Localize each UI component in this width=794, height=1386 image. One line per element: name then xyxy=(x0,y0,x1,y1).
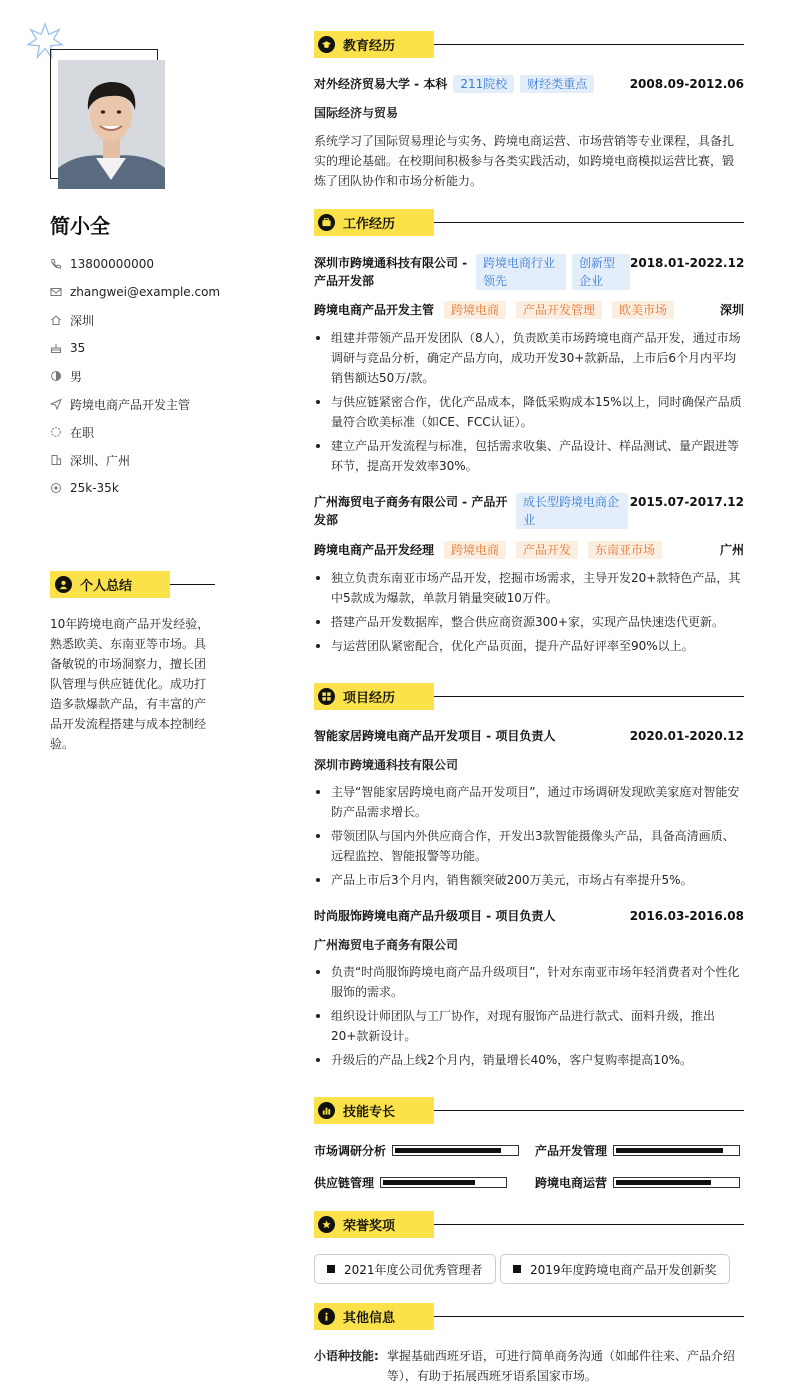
divider xyxy=(434,44,744,45)
candidate-name: 简小全 xyxy=(50,214,110,238)
work-section-header xyxy=(314,209,744,236)
cake-icon xyxy=(50,342,62,354)
other-section-header xyxy=(314,1303,744,1330)
phone-text: 13800000000 xyxy=(70,257,154,271)
skill-bar-fill xyxy=(395,1148,501,1153)
other-text: 掌握基础西班牙语，可进行简单商务沟通（如邮件往来、产品介绍等），有助于拓展西班牙语系国家市场。 xyxy=(386,1349,735,1383)
job-date: 2015.07-2017.12 xyxy=(629,495,744,509)
send-icon xyxy=(50,398,62,410)
skill-item xyxy=(535,1174,740,1191)
skill-name: 市场调研分析 xyxy=(314,1144,387,1158)
bar-chart-icon xyxy=(318,1102,335,1119)
project-company: 广州海贸电子商务有限公司 xyxy=(314,938,459,952)
skill-item xyxy=(535,1142,740,1159)
info-email xyxy=(50,278,270,306)
other-label: 小语种技能: xyxy=(314,1349,379,1363)
building-icon xyxy=(50,454,62,466)
job-role-row xyxy=(314,301,744,319)
list-item: 带领团队与国内外供应商合作，开发出3款智能摄像头产品，具备高清画质、远程监控、智能报警等功能。 xyxy=(314,826,744,866)
role-tag: 产品开发管理 xyxy=(516,301,602,319)
divider xyxy=(434,1224,744,1225)
award-text: 2019年度跨境电商产品开发创新奖 xyxy=(530,1262,717,1277)
project-header xyxy=(314,907,744,925)
skill-bar-fill xyxy=(616,1148,723,1153)
divider xyxy=(434,1316,744,1317)
education-title: 教育经历 xyxy=(343,39,396,54)
list-item: 建立产品开发流程与标准，包括需求收集、产品设计、样品测试、量产跟进等环节，提高开发效率30%。 xyxy=(314,436,744,476)
skill-bar xyxy=(613,1177,740,1188)
job-date: 2018.01-2022.12 xyxy=(630,256,745,270)
other-info-row xyxy=(314,1346,744,1386)
skill-name: 产品开发管理 xyxy=(535,1144,608,1158)
list-item: 产品上市后3个月内，销售额突破200万美元，市场占有率提升5%。 xyxy=(314,870,744,890)
info-target-cities xyxy=(50,446,270,474)
role-tag: 东南亚市场 xyxy=(588,541,662,559)
major: 国际经济与贸易 xyxy=(314,106,399,120)
company-tag: 成长型跨境电商企业 xyxy=(516,493,628,529)
square-bullet-icon xyxy=(327,1265,335,1273)
gender-text: 男 xyxy=(70,369,83,384)
job-bullets xyxy=(314,568,744,660)
mail-icon xyxy=(50,286,62,298)
age-text: 35 xyxy=(70,341,86,355)
divider xyxy=(434,1110,744,1111)
salary-icon xyxy=(50,482,62,494)
home-icon xyxy=(50,314,62,326)
job-role-row xyxy=(314,541,744,559)
school-name: 对外经济贸易大学 - 本科 xyxy=(314,77,448,91)
position-text: 跨境电商产品开发主管 xyxy=(70,397,191,412)
role-tag: 跨境电商 xyxy=(444,541,506,559)
summary-title: 个人总结 xyxy=(80,579,133,594)
project-name: 时尚服饰跨境电商产品升级项目 - 项目负责人 xyxy=(314,909,556,923)
skill-name: 供应链管理 xyxy=(314,1176,375,1190)
project-company: 深圳市跨境通科技有限公司 xyxy=(314,758,459,772)
job-location: 深圳 xyxy=(719,303,744,317)
info-city xyxy=(50,306,270,334)
project-name: 智能家居跨境电商产品开发项目 - 项目负责人 xyxy=(314,729,556,743)
skill-item xyxy=(314,1142,519,1159)
list-item: 组织设计师团队与工厂协作，对现有服饰产品进行款式、面料升级，推出20+款新设计。 xyxy=(314,1006,744,1046)
project-bullets xyxy=(314,962,744,1074)
info-phone xyxy=(50,250,270,278)
project-date: 2020.01-2020.12 xyxy=(629,729,744,743)
skills-section-header xyxy=(314,1097,744,1124)
list-item: 升级后的产品上线2个月内，销量增长40%，客户复购率提高10%。 xyxy=(314,1050,744,1070)
skill-bar xyxy=(392,1145,519,1156)
city-text: 深圳 xyxy=(70,313,95,328)
education-date: 2008.09-2012.06 xyxy=(629,77,744,91)
info-icon xyxy=(318,1308,335,1325)
graduation-cap-icon xyxy=(318,36,335,53)
job-header xyxy=(314,493,744,529)
project-bullets xyxy=(314,782,744,894)
award-item xyxy=(314,1254,496,1284)
job-role: 跨境电商产品开发主管 xyxy=(314,303,435,317)
briefcase-icon xyxy=(318,214,335,231)
awards-title: 荣誉奖项 xyxy=(343,1219,396,1234)
square-bullet-icon xyxy=(513,1265,521,1273)
list-item: 主导“智能家居跨境电商产品开发项目”，通过市场调研发现欧美家庭对智能安防产品需求增长。 xyxy=(314,782,744,822)
grid-icon xyxy=(318,688,335,705)
award-text: 2021年度公司优秀管理者 xyxy=(344,1262,483,1277)
salary-text: 25k-35k xyxy=(70,481,119,495)
list-item: 独立负责东南亚市场产品开发，挖掘市场需求，主导开发20+款特色产品，其中5款成为爆款，单款月销量突破10万件。 xyxy=(314,568,744,608)
skill-name: 跨境电商运营 xyxy=(535,1176,608,1190)
award-item xyxy=(500,1254,730,1284)
info-age xyxy=(50,334,270,362)
education-section-header xyxy=(314,31,744,58)
summary-text: 10年跨境电商产品开发经验，熟悉欧美、东南亚等市场。具备敏锐的市场洞察力，擅长团队管理与供应链优化。成功打造多款爆款产品，有丰富的产品开发流程搭建与成本控制经验。 xyxy=(50,617,210,751)
list-item: 与运营团队紧密配合，优化产品页面，提升产品好评率至90%以上。 xyxy=(314,636,744,656)
school-tag: 211院校 xyxy=(453,75,514,93)
job-location: 广州 xyxy=(719,543,744,557)
projects-title: 项目经历 xyxy=(343,691,396,706)
user-icon xyxy=(55,576,72,593)
project-date: 2016.03-2016.08 xyxy=(629,909,744,923)
award-icon xyxy=(318,1216,335,1233)
role-tag: 产品开发 xyxy=(516,541,578,559)
gender-icon xyxy=(50,370,62,382)
list-item: 与供应链紧密合作，优化产品成本，降低采购成本15%以上，同时确保产品质量符合欧美标准（如CE、FCC认证）。 xyxy=(314,392,744,432)
divider xyxy=(434,222,744,223)
summary-section-header xyxy=(50,571,215,598)
info-gender xyxy=(50,362,270,390)
skill-bar xyxy=(613,1145,740,1156)
list-item: 负责“时尚服饰跨境电商产品升级项目”，针对东南亚市场年轻消费者对个性化服饰的需求。 xyxy=(314,962,744,1002)
company-name: 深圳市跨境通科技有限公司 - 产品开发部 xyxy=(314,256,468,288)
company-name: 广州海贸电子商务有限公司 - 产品开发部 xyxy=(314,495,508,527)
company-tag: 创新型企业 xyxy=(572,254,630,290)
list-item: 组建并带领产品开发团队（8人），负责欧美市场跨境电商产品开发，通过市场调研与竞品分析，确定产品方向，成功开发30+款新品，上市后6个月内平均销售额达50万/款。 xyxy=(314,328,744,388)
company-tag: 跨境电商行业领先 xyxy=(476,254,566,290)
info-status xyxy=(50,418,270,446)
skills-title: 技能专长 xyxy=(343,1105,396,1120)
skill-bar-fill xyxy=(616,1180,711,1185)
work-title: 工作经历 xyxy=(343,217,396,232)
education-row xyxy=(314,75,744,93)
target-cities-text: 深圳、广州 xyxy=(70,453,131,468)
list-item: 搭建产品开发数据库，整合供应商资源300+家，实现产品快速迭代更新。 xyxy=(314,612,744,632)
contact-info-list xyxy=(50,250,270,502)
project-header xyxy=(314,727,744,745)
education-description: 系统学习了国际贸易理论与实务、跨境电商运营、市场营销等专业课程，具备扎实的理论基础。在校期间积极参与各类实践活动，如跨境电商模拟运营比赛，锻炼了团队协作和市场分析能力。 xyxy=(314,134,735,188)
awards-section-header xyxy=(314,1211,744,1238)
other-title: 其他信息 xyxy=(343,1311,396,1326)
divider xyxy=(170,584,215,585)
skill-bar xyxy=(380,1177,507,1188)
job-bullets xyxy=(314,328,744,480)
role-tag: 跨境电商 xyxy=(444,301,506,319)
skill-bar-fill xyxy=(383,1180,475,1185)
info-position xyxy=(50,390,270,418)
phone-icon xyxy=(50,258,62,270)
skill-item xyxy=(314,1174,507,1191)
avatar xyxy=(58,60,165,189)
school-tag: 财经类重点 xyxy=(520,75,594,93)
status-icon xyxy=(50,426,62,438)
role-tag: 欧美市场 xyxy=(612,301,674,319)
email-text: zhangwei@example.com xyxy=(70,285,221,299)
job-role: 跨境电商产品开发经理 xyxy=(314,543,435,557)
status-text: 在职 xyxy=(70,425,95,440)
divider xyxy=(434,696,744,697)
projects-section-header xyxy=(314,683,744,710)
job-header xyxy=(314,254,744,290)
info-salary xyxy=(50,474,270,502)
